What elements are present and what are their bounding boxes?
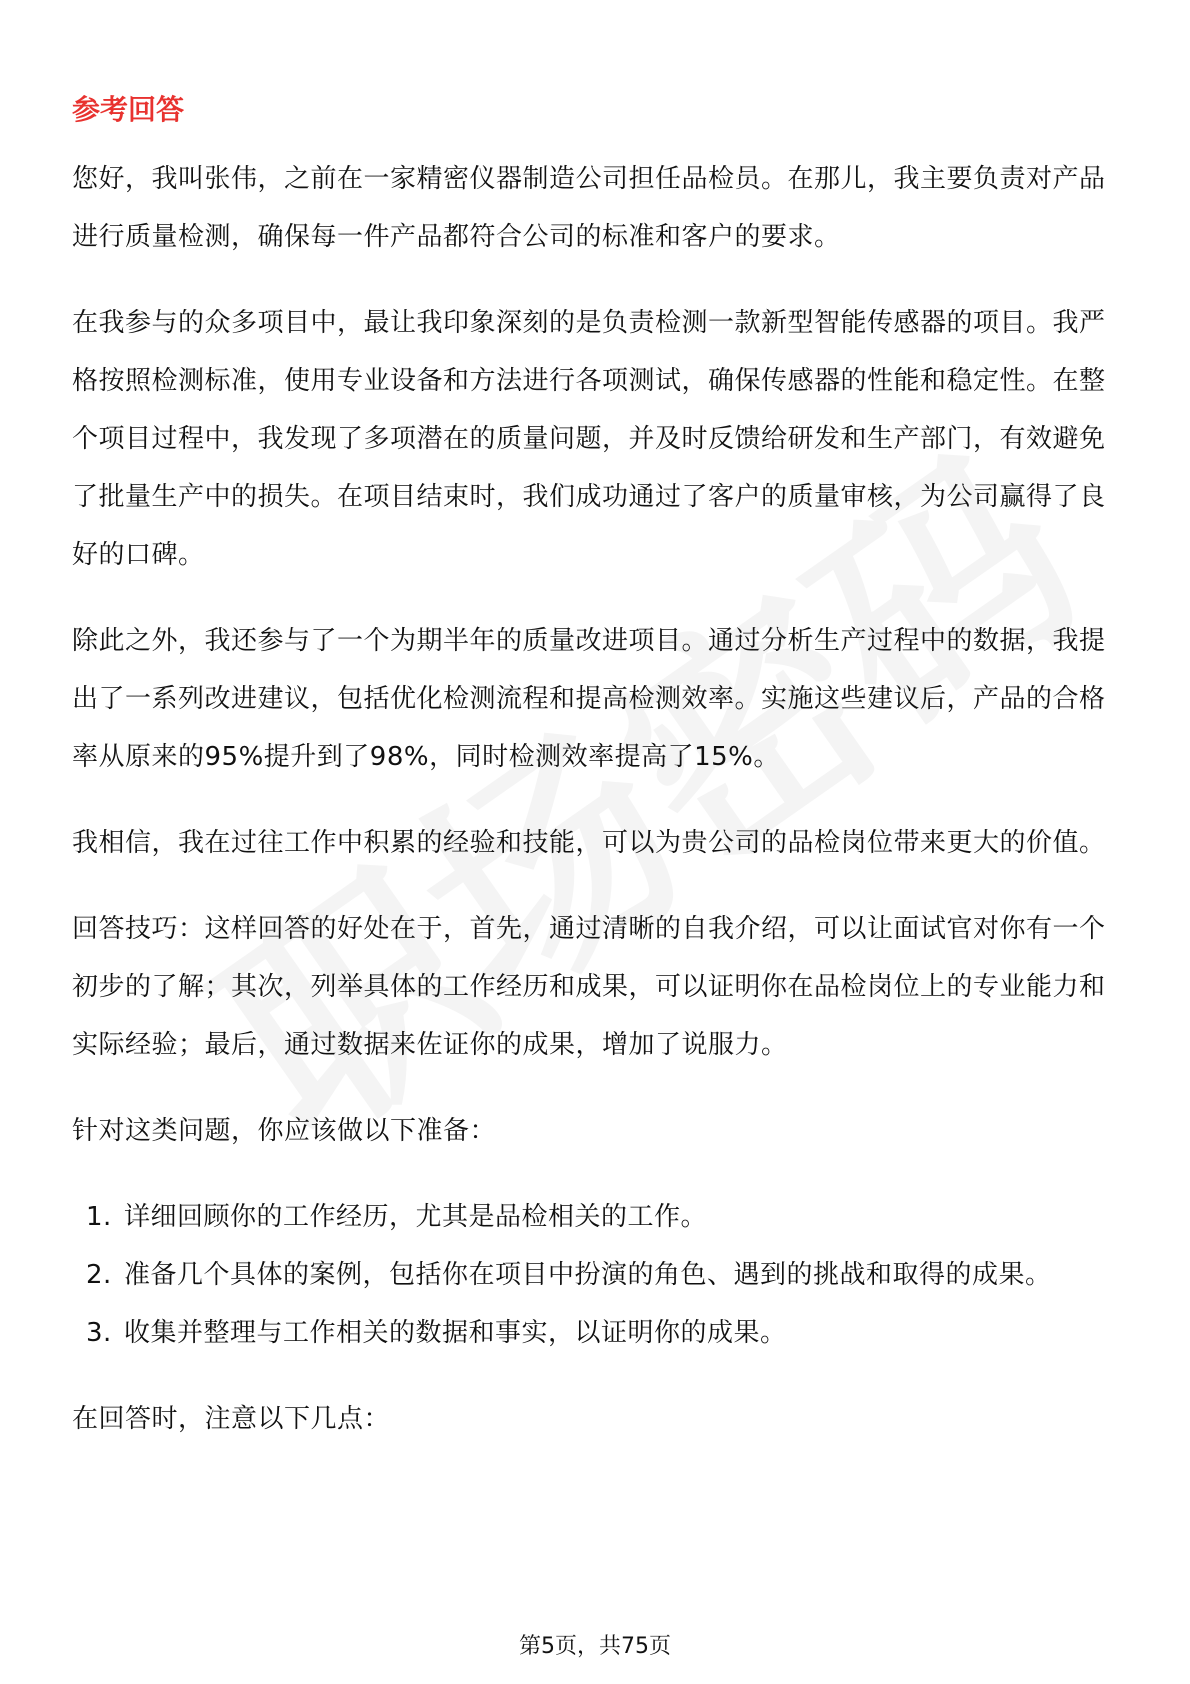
list-number: 3. [86, 1318, 112, 1348]
list-item-text: 收集并整理与工作相关的数据和事实，以证明你的成果。 [124, 1318, 787, 1348]
page-content [72, 82, 1118, 1476]
list-item [72, 1304, 1118, 1362]
list-item [72, 1188, 1118, 1246]
list-item-text: 准备几个具体的案例，包括你在项目中扮演的角色、遇到的挑战和取得的成果。 [124, 1260, 1052, 1290]
section-heading: 参考回答 [72, 93, 185, 126]
list-item [72, 1246, 1118, 1304]
paragraph-conclusion: 我相信，我在过往工作中积累的经验和技能，可以为贵公司的品检岗位带来更大的价值。 [72, 828, 1106, 858]
preparation-list [72, 1188, 1118, 1362]
paragraph-improvement: 除此之外，我还参与了一个为期半年的质量改进项目。通过分析生产过程中的数据，我提出了一系列改进建议，包括优化检测流程和提高检测效率。实施这些建议后，产品的合格率从原来的95%提升到了98%，同时检测效率提高了15%。 [72, 626, 1106, 772]
paragraph-preparation: 针对这类问题，你应该做以下准备： [72, 1116, 497, 1146]
paragraph-tips: 回答技巧：这样回答的好处在于，首先，通过清晰的自我介绍，可以让面试官对你有一个初步的了解；其次，列举具体的工作经历和成果，可以证明你在品检岗位上的专业能力和实际经验；最后，通过数据来佐证你的成果，增加了说服力。 [72, 914, 1106, 1060]
list-item-text: 详细回顾你的工作经历，尤其是品检相关的工作。 [124, 1202, 708, 1232]
paragraph-closing: 在回答时，注意以下几点： [72, 1404, 391, 1434]
paragraph-project: 在我参与的众多项目中，最让我印象深刻的是负责检测一款新型智能传感器的项目。我严格按照检测标准，使用专业设备和方法进行各项测试，确保传感器的性能和稳定性。在整个项目过程中，我发现了多项潜在的质量问题，并及时反馈给研发和生产部门，有效避免了批量生产中的损失。在项目结束时，我们成功通过了客户的质量审核，为公司赢得了良好的口碑。 [72, 308, 1106, 570]
list-number: 2. [86, 1260, 112, 1290]
paragraph-intro: 您好，我叫张伟，之前在一家精密仪器制造公司担任品检员。在那儿，我主要负责对产品进行质量检测，确保每一件产品都符合公司的标准和客户的要求。 [72, 164, 1106, 252]
list-number: 1. [86, 1202, 112, 1232]
page-number: 第5页，共75页 [519, 1634, 671, 1659]
